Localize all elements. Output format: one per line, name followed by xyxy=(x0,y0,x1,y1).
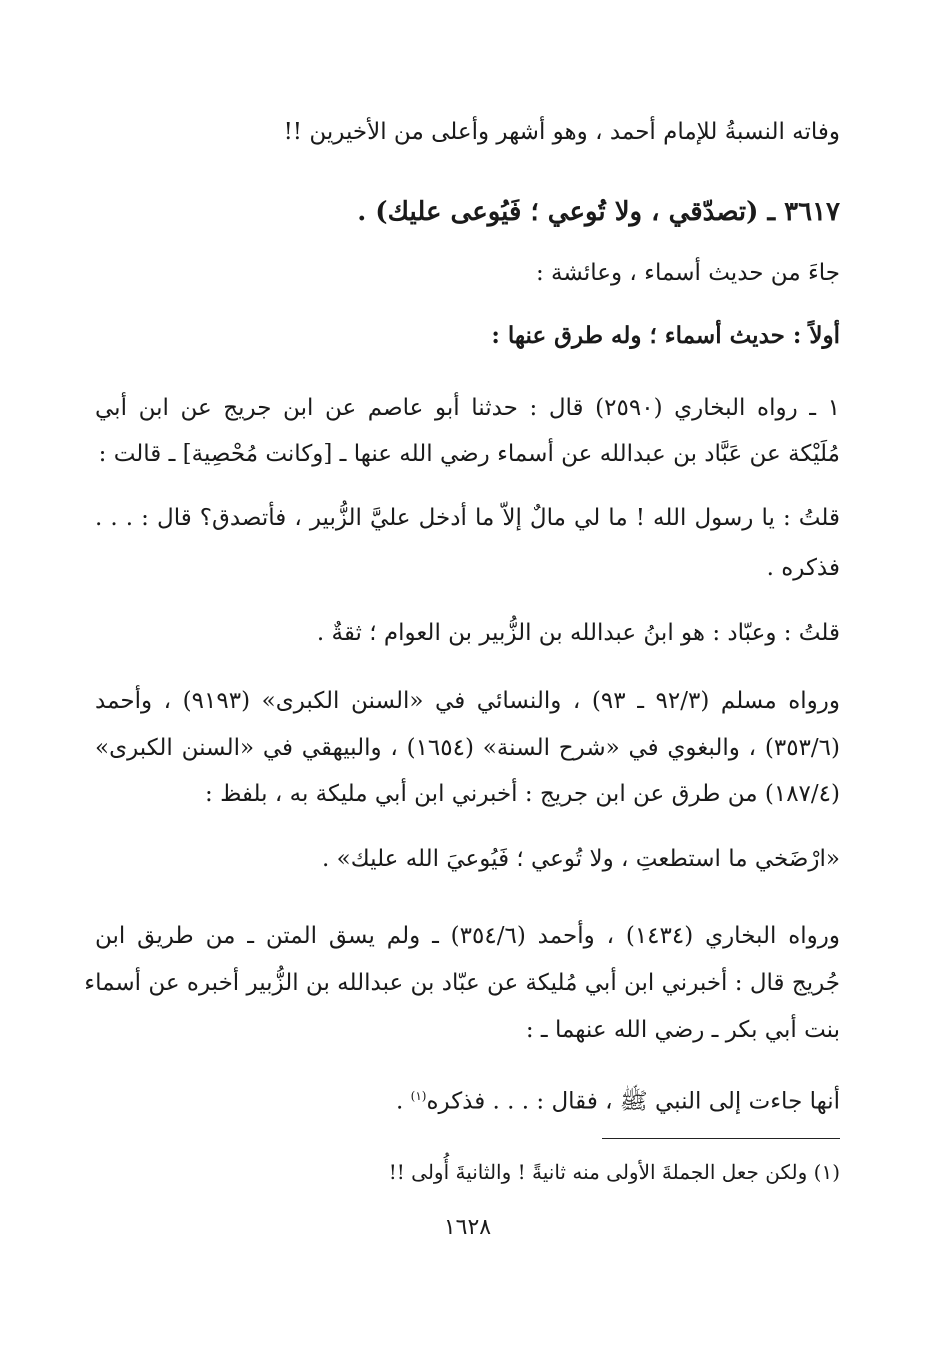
text-line-13: «ارْضَخي ما استطعتِ ، ولا تُوعي ؛ فَيُوعيَ الله عليك» . xyxy=(322,846,840,872)
text-line-14: ورواه البخاري (١٤٣٤) ، وأحمد (٣٥٤/٦) ـ ولم يسق المتن ـ من طريق ابن xyxy=(95,923,840,949)
text-line-15: جُريج قال : أخبرني ابن أبي مُليكة عن عبّاد بن عبدالله بن الزُّبير أخبره عن أسماء xyxy=(84,970,840,996)
text-line-12: (١٨٧/٤) من طرق عن ابن جريج : أخبرني ابن أبي مليكة به ، بلفظ : xyxy=(205,781,840,807)
footnote-divider xyxy=(602,1138,840,1139)
text-line-1: وفاته النسبةُ للإمام أحمد ، وهو أشهر وأعلى من الأخيرين !! xyxy=(283,119,840,145)
text-line-6: مُلَيْكة عن عَبَّاد بن عبدالله عن أسماء رضي الله عنها ـ [وكانت مُحْصِية] ـ قالت : xyxy=(98,441,840,467)
page-number: ١٦٢٨ xyxy=(443,1215,492,1240)
footnote-marker: (١) xyxy=(410,1089,427,1103)
book-page xyxy=(84,100,841,1280)
text-line-17: أنها جاءت إلى النبي ﷺ ، فقال : . . . فذكره$^{(١)}$ . xyxy=(396,1088,840,1115)
subheading-first: أولاً : حديث أسماء ؛ وله طرق عنها : xyxy=(491,322,840,349)
text-line-17-content: أنها جاءت إلى النبي ﷺ ، فقال : . . . فذكره xyxy=(426,1088,840,1115)
text-line-10: ورواه مسلم (٩٢/٣ ـ ٩٣) ، والنسائي في «السنن الكبرى» (٩١٩٣) ، وأحمد xyxy=(95,688,840,714)
text-line-8: فذكره . xyxy=(766,555,840,581)
text-line-7: قلتُ : يا رسول الله ! ما لي مالٌ إلاّ ما أدخل عليَّ الزُّبير ، فأتصدق؟ قال : . . . xyxy=(95,505,840,531)
hadith-heading: ٣٦١٧ ـ (تصدّقي ، ولا تُوعي ؛ فَيُوعى عليك) . xyxy=(357,197,840,227)
text-line-16: بنت أبي بكر ـ رضي الله عنهما ـ : xyxy=(525,1017,840,1043)
footnote: (١) ولكن جعل الجملةَ الأولى منه ثانيةً ! والثانيةَ أُولى !! xyxy=(388,1160,840,1184)
text-line-9: قلتُ : وعبّاد : هو ابنُ عبدالله بن الزُّبير بن العوام ؛ ثقةٌ . xyxy=(316,620,840,646)
text-line-11: (٣٥٣/٦) ، والبغوي في «شرح السنة» (١٦٥٤) ، والبيهقي في «السنن الكبرى» xyxy=(95,735,840,761)
text-line-3: جاءَ من حديث أسماء ، وعائشة : xyxy=(535,260,840,286)
text-line-5: ١ ـ رواه البخاري (٢٥٩٠) قال : حدثنا أبو عاصم عن ابن جريج عن ابن أبي xyxy=(95,395,841,421)
